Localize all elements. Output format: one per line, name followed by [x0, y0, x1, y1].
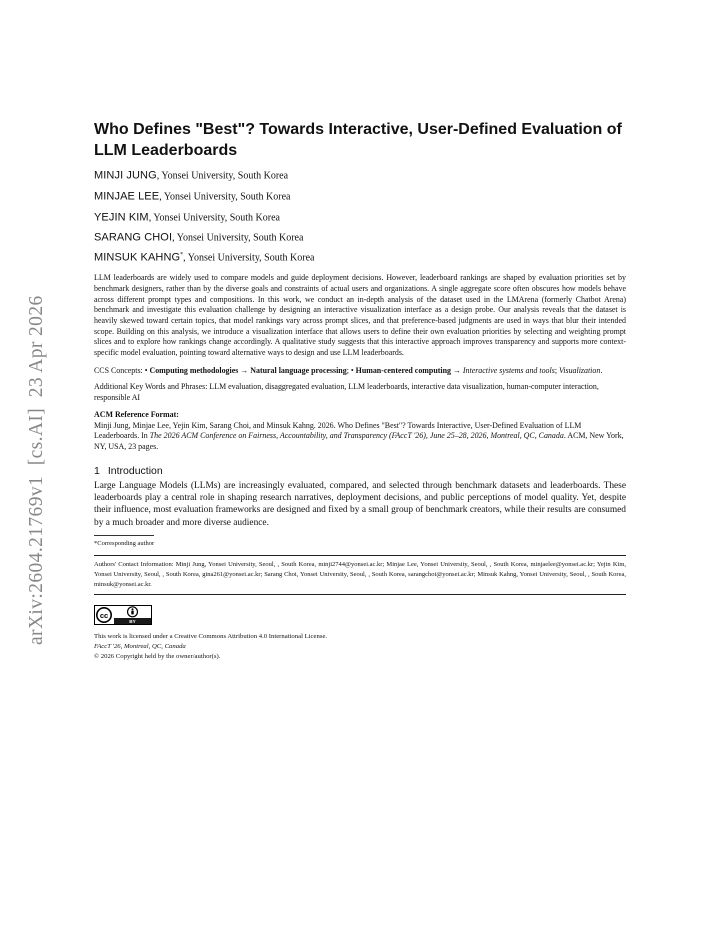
- author-name: MINJI JUNG: [94, 169, 157, 182]
- acm-reference-text: [94, 421, 626, 453]
- author-line: [94, 226, 626, 247]
- cc-by-icon: [94, 605, 152, 625]
- author-line: [94, 185, 626, 206]
- arxiv-sidebar-stamp: [8, 250, 60, 650]
- acm-reference-post: . ACM, New York, NY, USA, 23 pages.: [94, 431, 624, 451]
- ccs-separator: ; •: [346, 365, 356, 375]
- ccs-item-3: Visualization: [559, 365, 601, 375]
- author-affiliation: , Yonsei University, South Korea: [183, 252, 315, 264]
- author-line: [94, 164, 626, 185]
- author-name: YEJIN KIM: [94, 210, 149, 223]
- keywords: Additional Key Words and Phrases: LLM evaluation, disaggregated evaluation, LLM leaderboards, interactive data visualization, human-computer interaction, responsible AI: [94, 382, 599, 403]
- author-name: MINSUK KAHNG: [94, 251, 181, 264]
- author-affiliation: , Yonsei University, South Korea: [172, 232, 304, 244]
- acm-reference: [94, 410, 626, 453]
- author-line: [94, 206, 626, 227]
- author-affiliation: , Yonsei University, South Korea: [148, 211, 280, 223]
- license-block: [94, 632, 626, 662]
- author-affiliation: , Yonsei University, South Korea: [156, 170, 289, 182]
- acm-reference-venue: The 2026 ACM Conference on Fairness, Accountability, and Transparency (FAccT '26), June 25–28, 2026, Montreal, QC, Canada: [149, 431, 564, 441]
- paper-first-page: [94, 119, 626, 662]
- ccs-item-1: Computing methodologies → Natural language processing: [149, 365, 347, 375]
- contact-rule-bottom: [94, 594, 626, 595]
- author-line: [94, 247, 626, 267]
- ccs-item-2: Human-centered computing →: [355, 365, 463, 375]
- by-text: BY: [129, 619, 136, 625]
- paper-title: Who Defines "Best"? Towards Interactive, User-Defined Evaluation of LLM Leaderboards: [94, 121, 622, 159]
- corresponding-author-mark: *: [180, 252, 184, 259]
- author-list: [94, 164, 626, 267]
- contact-rule-top: [94, 555, 626, 556]
- author-contact-info: Authors' Contact Information: Minji Jung, Yonsei University, Seoul, , South Korea, minji2744@yonsei.ac.kr; Minjae Lee, Yonsei University, Seoul, , South Korea, minjaelee@yonsei.ac.kr; Yejin Kim, Yonsei University, Seoul, , South Korea, gina261@yonsei.ac.kr; Sarang Choi, Yonsei University, Seoul, , South Korea, sarangchoi@yonsei.ac.kr; Minsuk Kahng, Yonsei University, Seoul, , South Korea, minsuk@yonsei.ac.kr.: [94, 560, 626, 588]
- introduction-paragraph: Large Language Models (LLMs) are increasingly evaluated, compared, and selected through benchmark datasets and leaderboards. These leaderboards play a central role in shaping research narratives, deployment decisions, and public perceptions of model quality. Yet, despite their influence, most evaluation frameworks are designed and fixed by a small group of benchmark creators, while their results are consumed by a much broader and more diverse audience.: [94, 480, 626, 528]
- ccs-item-2-sub: Interactive systems and tools: [462, 365, 555, 375]
- acm-reference-pre: Minji Jung, Minjae Lee, Yejin Kim, Sarang Choi, and Minsuk Kahng. 2026. Who Defines "Best"? Towards Interactive, User-Defined Evaluation of LLM Leaderboards. In: [94, 420, 582, 441]
- section-heading-introduction: [94, 465, 626, 478]
- copyright-notice: © 2026 Copyright held by the owner/author(s).: [94, 652, 221, 660]
- author-affiliation: , Yonsei University, South Korea: [159, 191, 291, 203]
- author-name: SARANG CHOI: [94, 231, 173, 244]
- arxiv-stamp-svg: [8, 250, 60, 650]
- abstract: LLM leaderboards are widely used to compare models and guide deployment decisions. However, leaderboard rankings are shaped by evaluation priorities set by benchmark designers, rather than by the diverse goals and constraints of actual users and organizations. A single aggregate score often obscures how models behave across different prompt types and compositions. In this work, we conduct an in-depth analysis of the dataset used in the LMArena (formerly Chatbot Arena) benchmark and investigate this evaluation challenge by designing an interactive visualization interface as a design probe. Our analysis reveals that the dataset is heavily skewed toward certain topics, that model rankings vary across prompt slices, and that preference-based judgments are used in ways that blur their intended scope. Building on this analysis, we introduce a visualization interface that allows users to define their own evaluation priorities by selecting and weighting prompt slices and to explore how rankings change accordingly. A qualitative study suggests that this interactive approach improves transparency and supports more context-specific model evaluation, pointing toward alternative ways to design and use LLM leaderboards.: [94, 273, 626, 358]
- ccs-concepts: [94, 366, 626, 377]
- license-statement: This work is licensed under a Creative Commons Attribution 4.0 International License.: [94, 632, 328, 640]
- section-title: Introduction: [107, 464, 163, 477]
- section-number: 1: [94, 464, 100, 477]
- cc-text: cc: [99, 610, 109, 620]
- cc-by-license-badge: [94, 605, 152, 625]
- by-person-head: [132, 608, 134, 610]
- footnote-rule: [94, 535, 154, 536]
- acm-reference-heading: ACM Reference Format:: [94, 409, 179, 419]
- conference-venue: [94, 642, 626, 652]
- arxiv-id: arXiv:2604.21769v1 [cs.AI] 23 Apr 2026: [26, 295, 47, 645]
- ccs-separator: ;: [554, 365, 560, 375]
- author-name: MINJAE LEE: [94, 190, 160, 203]
- footnote: *Corresponding author: [94, 539, 155, 547]
- by-person-body: [131, 610, 133, 614]
- ccs-end: .: [600, 365, 603, 375]
- ccs-label: CCS Concepts: •: [94, 365, 150, 375]
- conference-venue-text: FAccT '26, Montreal, QC, Canada: [94, 642, 186, 650]
